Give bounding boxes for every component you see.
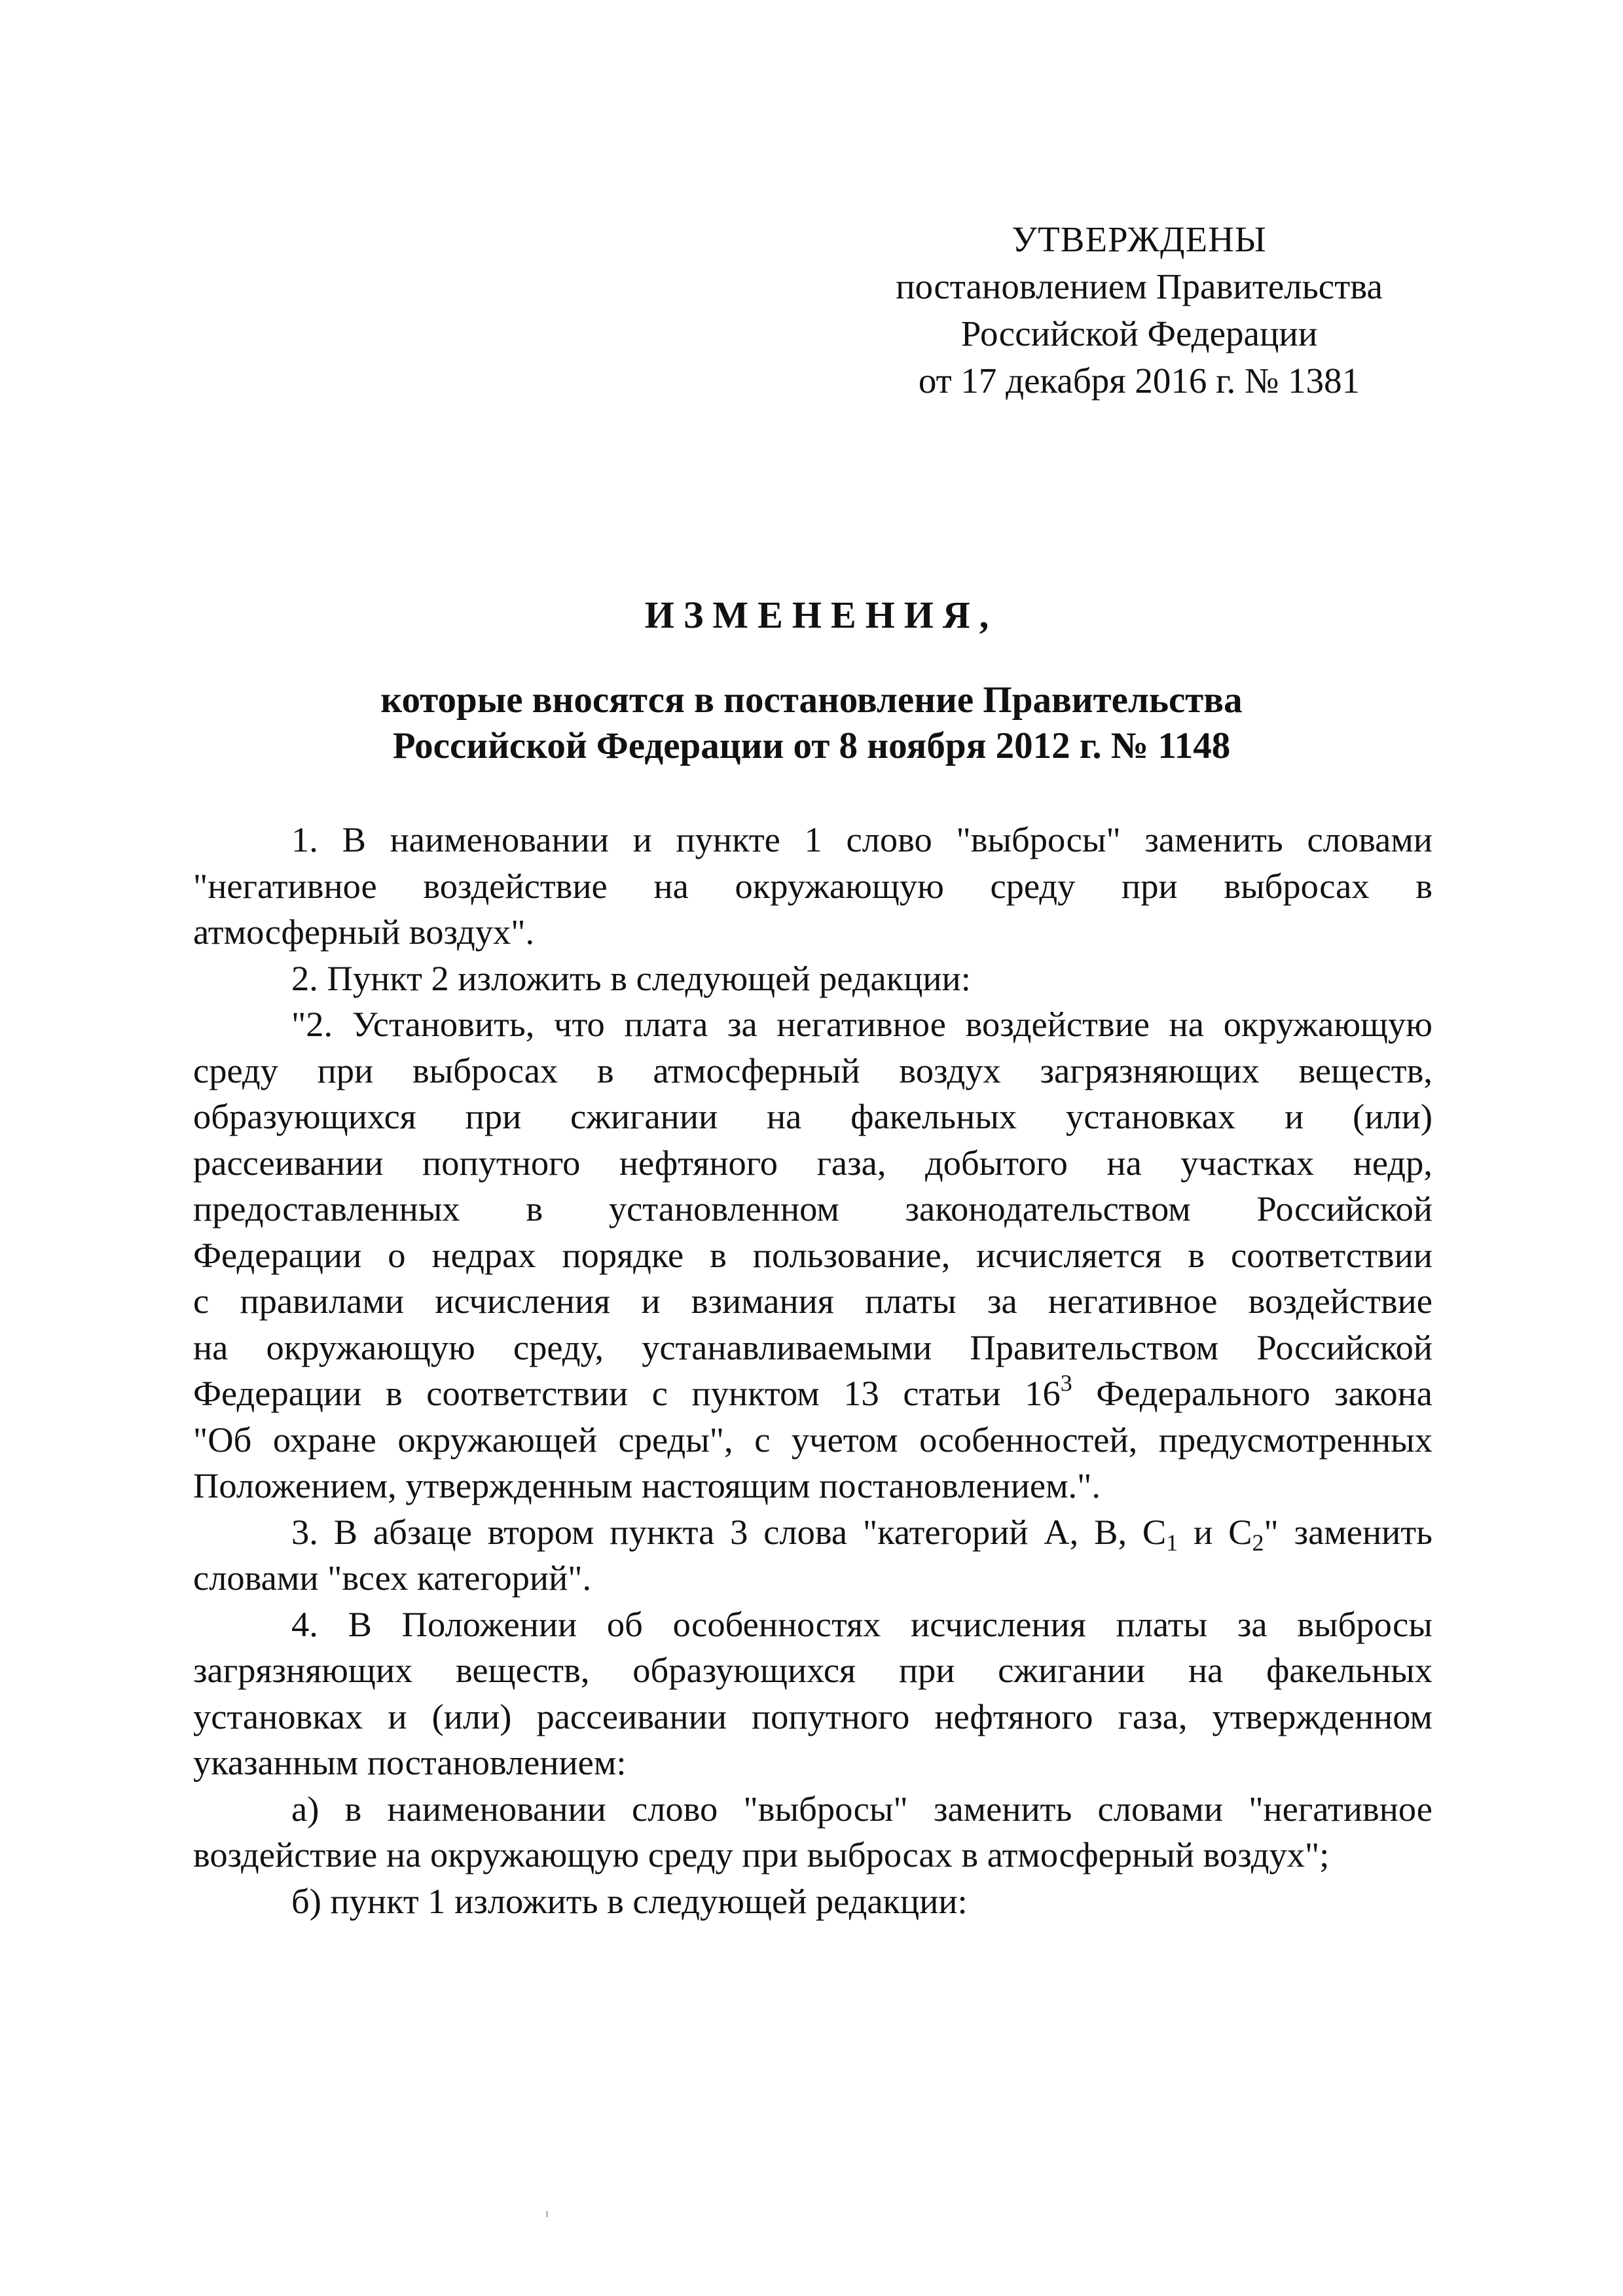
body-line: предоставленных в установленном законодательством Российской bbox=[193, 1189, 1432, 1229]
body-line: установках и (или) рассеивании попутного нефтяного газа, утвержденном bbox=[193, 1696, 1432, 1736]
body-line: б) пункт 1 изложить в следующей редакции: bbox=[291, 1880, 968, 1921]
body-line: Федерации о недрах порядке в пользование, исчисляется в соответствии bbox=[193, 1234, 1432, 1275]
body-line: "негативное воздействие на окружающую среду при выбросах в bbox=[193, 865, 1432, 906]
body-line: "Об охране окружающей среды", с учетом особенностей, предусмотренных bbox=[193, 1419, 1432, 1460]
body-line: на окружающую среду, устанавливаемыми Правительством Российской bbox=[193, 1327, 1432, 1367]
body-line: среду при выбросах в атмосферный воздух загрязняющих веществ, bbox=[193, 1050, 1432, 1090]
scan-artifact bbox=[546, 2211, 548, 2217]
title-heading: ИЗМЕНЕНИЯ, bbox=[644, 594, 998, 636]
body-line: 1. В наименовании и пункте 1 слово "выбросы" заменить словами bbox=[291, 819, 1432, 859]
body-line: 2. Пункт 2 изложить в следующей редакции: bbox=[291, 958, 971, 998]
approval-heading: УТВЕРЖДЕНЫ bbox=[1012, 219, 1267, 259]
body-line: Положением, утвержденным настоящим постановлением.". bbox=[193, 1465, 1101, 1505]
document-title bbox=[0, 592, 1623, 769]
body-line-with-subscripts bbox=[193, 1509, 1432, 1556]
approval-line-2: Российской Федерации bbox=[960, 314, 1318, 353]
body-text-fragment: Федерального закона bbox=[1072, 1373, 1433, 1413]
body-line: указанным постановлением: bbox=[193, 1742, 627, 1782]
approval-block bbox=[845, 216, 1434, 404]
body-text-fragment: 3. В абзаце втором пункта 3 слова "категорий А, В, С bbox=[291, 1511, 1167, 1552]
body-line: 4. В Положении об особенностях исчисления платы за выбросы bbox=[291, 1604, 1432, 1644]
body-text-fragment: " заменить bbox=[1264, 1511, 1432, 1552]
title-subtitle-line-1: которые вносятся в постановление Правительства bbox=[380, 679, 1243, 721]
body-line: загрязняющих веществ, образующихся при сжигании на факельных bbox=[193, 1650, 1432, 1690]
body-line-with-superscript bbox=[193, 1371, 1432, 1417]
body-line: атмосферный воздух". bbox=[193, 912, 535, 952]
body-text-fragment: Федерации в соответствии с пунктом 13 статьи 16 bbox=[193, 1373, 1061, 1413]
superscript: 3 bbox=[1060, 1370, 1072, 1396]
approval-line-3: от 17 декабря 2016 г. № 1381 bbox=[918, 361, 1360, 401]
body-line: рассеивании попутного нефтяного газа, добытого на участках недр, bbox=[193, 1142, 1432, 1183]
document-body bbox=[193, 817, 1432, 1924]
subscript: 2 bbox=[1252, 1529, 1264, 1556]
body-line: "2. Установить, что плата за негативное воздействие на окружающую bbox=[291, 1004, 1432, 1044]
body-line: а) в наименовании слово "выбросы" заменить словами "негативное bbox=[291, 1788, 1432, 1829]
body-line: словами "всех категорий". bbox=[193, 1558, 592, 1598]
body-line: воздействие на окружающую среду при выбросах в атмосферный воздух"; bbox=[193, 1835, 1330, 1874]
body-line: образующихся при сжигании на факельных установках и (или) bbox=[193, 1096, 1432, 1136]
body-line: с правилами исчисления и взимания платы за негативное воздействие bbox=[193, 1281, 1432, 1321]
subscript: 1 bbox=[1166, 1529, 1178, 1556]
body-text-fragment: и С bbox=[1178, 1511, 1252, 1552]
title-subtitle-line-2: Российской Федерации от 8 ноября 2012 г. № 1148 bbox=[392, 725, 1231, 766]
approval-line-1: постановлением Правительства bbox=[896, 266, 1383, 306]
